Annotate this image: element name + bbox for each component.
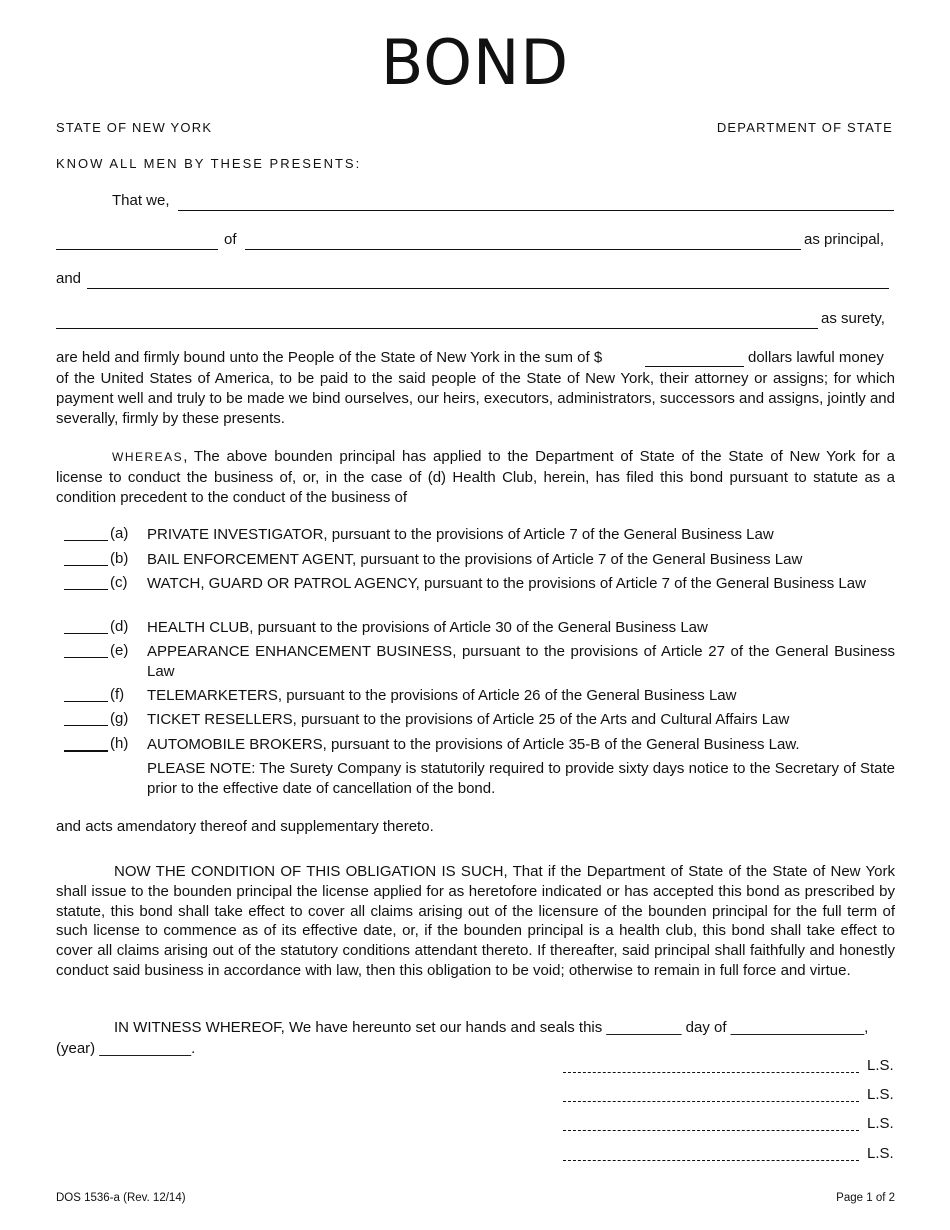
- sum-amount-field[interactable]: [645, 366, 744, 367]
- ls-label: L.S.: [867, 1057, 894, 1074]
- as-principal-label: as principal,: [804, 231, 885, 248]
- that-we-label: That we,: [112, 192, 170, 209]
- whereas-lead: WHEREAS: [112, 450, 184, 464]
- signature-field[interactable]: [563, 1072, 859, 1073]
- option-name: APPEARANCE ENHANCEMENT BUSINESS: [147, 643, 453, 660]
- option-letter: (h): [110, 735, 129, 752]
- whereas-text: , The above bounden principal has applied to the Department of State of the State of New York for a license to conduct the business of, or, in the case of (d) Health Club, herein, has filed this bond pursuant to statute as a condition precedent to the conduct of the business of: [56, 448, 895, 506]
- ls-label: L.S.: [867, 1115, 894, 1132]
- know-all-heading: KNOW ALL MEN BY THESE PRESENTS:: [56, 156, 362, 171]
- form-id: DOS 1536-a (Rev. 12/14): [56, 1192, 186, 1204]
- option-letter: (b): [110, 550, 129, 567]
- signature-field[interactable]: [563, 1101, 859, 1102]
- option-letter: (e): [110, 642, 129, 659]
- option-text: , pursuant to the provisions of Article 35-B of the General Business Law.: [322, 736, 800, 753]
- option-text: , pursuant to the provisions of Article 26 of the General Business Law: [277, 687, 737, 704]
- principal-prefix-field[interactable]: [56, 249, 218, 250]
- option-check-blank[interactable]: [64, 657, 108, 658]
- of-label: of: [224, 231, 237, 248]
- option-name: AUTOMOBILE BROKERS: [147, 736, 323, 753]
- and-label: and: [56, 270, 82, 287]
- state-header: STATE OF NEW YORK: [56, 120, 213, 135]
- whereas-paragraph: [56, 447, 895, 507]
- condition-lead: NOW THE CONDITION OF THIS OBLIGATION IS SUCH: [114, 863, 504, 880]
- option-text: , pursuant to the provisions of Article 7 of the General Business Law: [415, 575, 866, 592]
- option-letter: (d): [110, 618, 129, 635]
- witness-line: IN WITNESS WHEREOF, We have hereunto set our hands and seals this _________ day of ________________,: [114, 1019, 869, 1036]
- option-letter: (c): [110, 574, 128, 591]
- signature-field[interactable]: [563, 1130, 859, 1131]
- ls-label: L.S.: [867, 1086, 894, 1103]
- condition-paragraph: [56, 862, 895, 981]
- signature-field[interactable]: [563, 1160, 859, 1161]
- witness-year: (year) ___________.: [56, 1040, 196, 1057]
- option-text: , pursuant to the provisions of Article 7 of the General Business Law: [352, 551, 803, 568]
- option-text: , pursuant to the provisions of Article 27 of the General Business Law: [147, 643, 895, 680]
- bound-paragraph: of the United States of America, to be paid to the said people of the State of New York, their attorney or assigns; for which payment well and truly to be made we bind ourselves, our heirs, executors, administrators, successors and assigns, jointly and severally, firmly by these presents.: [56, 370, 895, 427]
- please-note: PLEASE NOTE: The Surety Company is statutorily required to provide sixty days notice to the Secretary of State prior to the effective date of cancellation of the bond.: [147, 760, 895, 797]
- option-text: , pursuant to the provisions of Article 25 of the Arts and Cultural Affairs Law: [292, 711, 790, 728]
- option-text: , pursuant to the provisions of Article 7 of the General Business Law: [323, 526, 774, 543]
- option-name: TICKET RESELLERS: [147, 711, 293, 728]
- principal-name-field[interactable]: [178, 210, 894, 211]
- amendatory-text: and acts amendatory thereof and supplementary thereto.: [56, 818, 434, 835]
- option-check-blank[interactable]: [64, 701, 108, 702]
- surety-address-field[interactable]: [56, 328, 818, 329]
- option-check-blank[interactable]: [64, 540, 108, 541]
- option-name: BAIL ENFORCEMENT AGENT: [147, 551, 353, 568]
- option-check-blank[interactable]: [64, 565, 108, 566]
- department-header: DEPARTMENT OF STATE: [716, 120, 893, 135]
- dollars-label: dollars lawful money: [748, 349, 884, 366]
- principal-address-field[interactable]: [245, 249, 801, 250]
- option-name: HEALTH CLUB: [147, 619, 250, 636]
- condition-text: , That if the Department of State of the State of New York shall issue to the bounden principal the license applied for as heretofore indicated or has accepted this bond as prescribed by statute, this bond shall take effect to cover all claims arising out of the licensure of the bounden principal for the full term of such license to commence as of its effective date, or, if the bounden principal is a health club, this bond shall take effect to cover all claims arising out of the statutory conditions attendant thereto. If thereafter, said principal shall faithfully and honestly conduct said business in accordance with law, then this obligation to be void; otherwise to remain in full force and virtue.: [56, 863, 895, 979]
- option-text: , pursuant to the provisions of Article 30 of the General Business Law: [249, 619, 708, 636]
- as-surety-label: as surety,: [821, 310, 885, 327]
- surety-name-field[interactable]: [87, 288, 889, 289]
- option-name: PRIVATE INVESTIGATOR: [147, 526, 324, 543]
- option-name: WATCH, GUARD OR PATROL AGENCY: [147, 575, 416, 592]
- ls-label: L.S.: [867, 1145, 894, 1162]
- option-check-blank[interactable]: [64, 589, 108, 590]
- option-check-blank[interactable]: [64, 725, 108, 726]
- option-letter: (f): [110, 686, 125, 703]
- option-check-blank[interactable]: [64, 750, 108, 752]
- page-title: BOND: [380, 26, 570, 99]
- page-number: Page 1 of 2: [836, 1192, 895, 1204]
- option-name: TELEMARKETERS: [147, 687, 278, 704]
- bound-text-start: are held and firmly bound unto the People of the State of New York in the sum of $: [56, 349, 603, 366]
- option-check-blank[interactable]: [64, 633, 108, 634]
- option-letter: (g): [110, 710, 129, 727]
- option-letter: (a): [110, 525, 129, 542]
